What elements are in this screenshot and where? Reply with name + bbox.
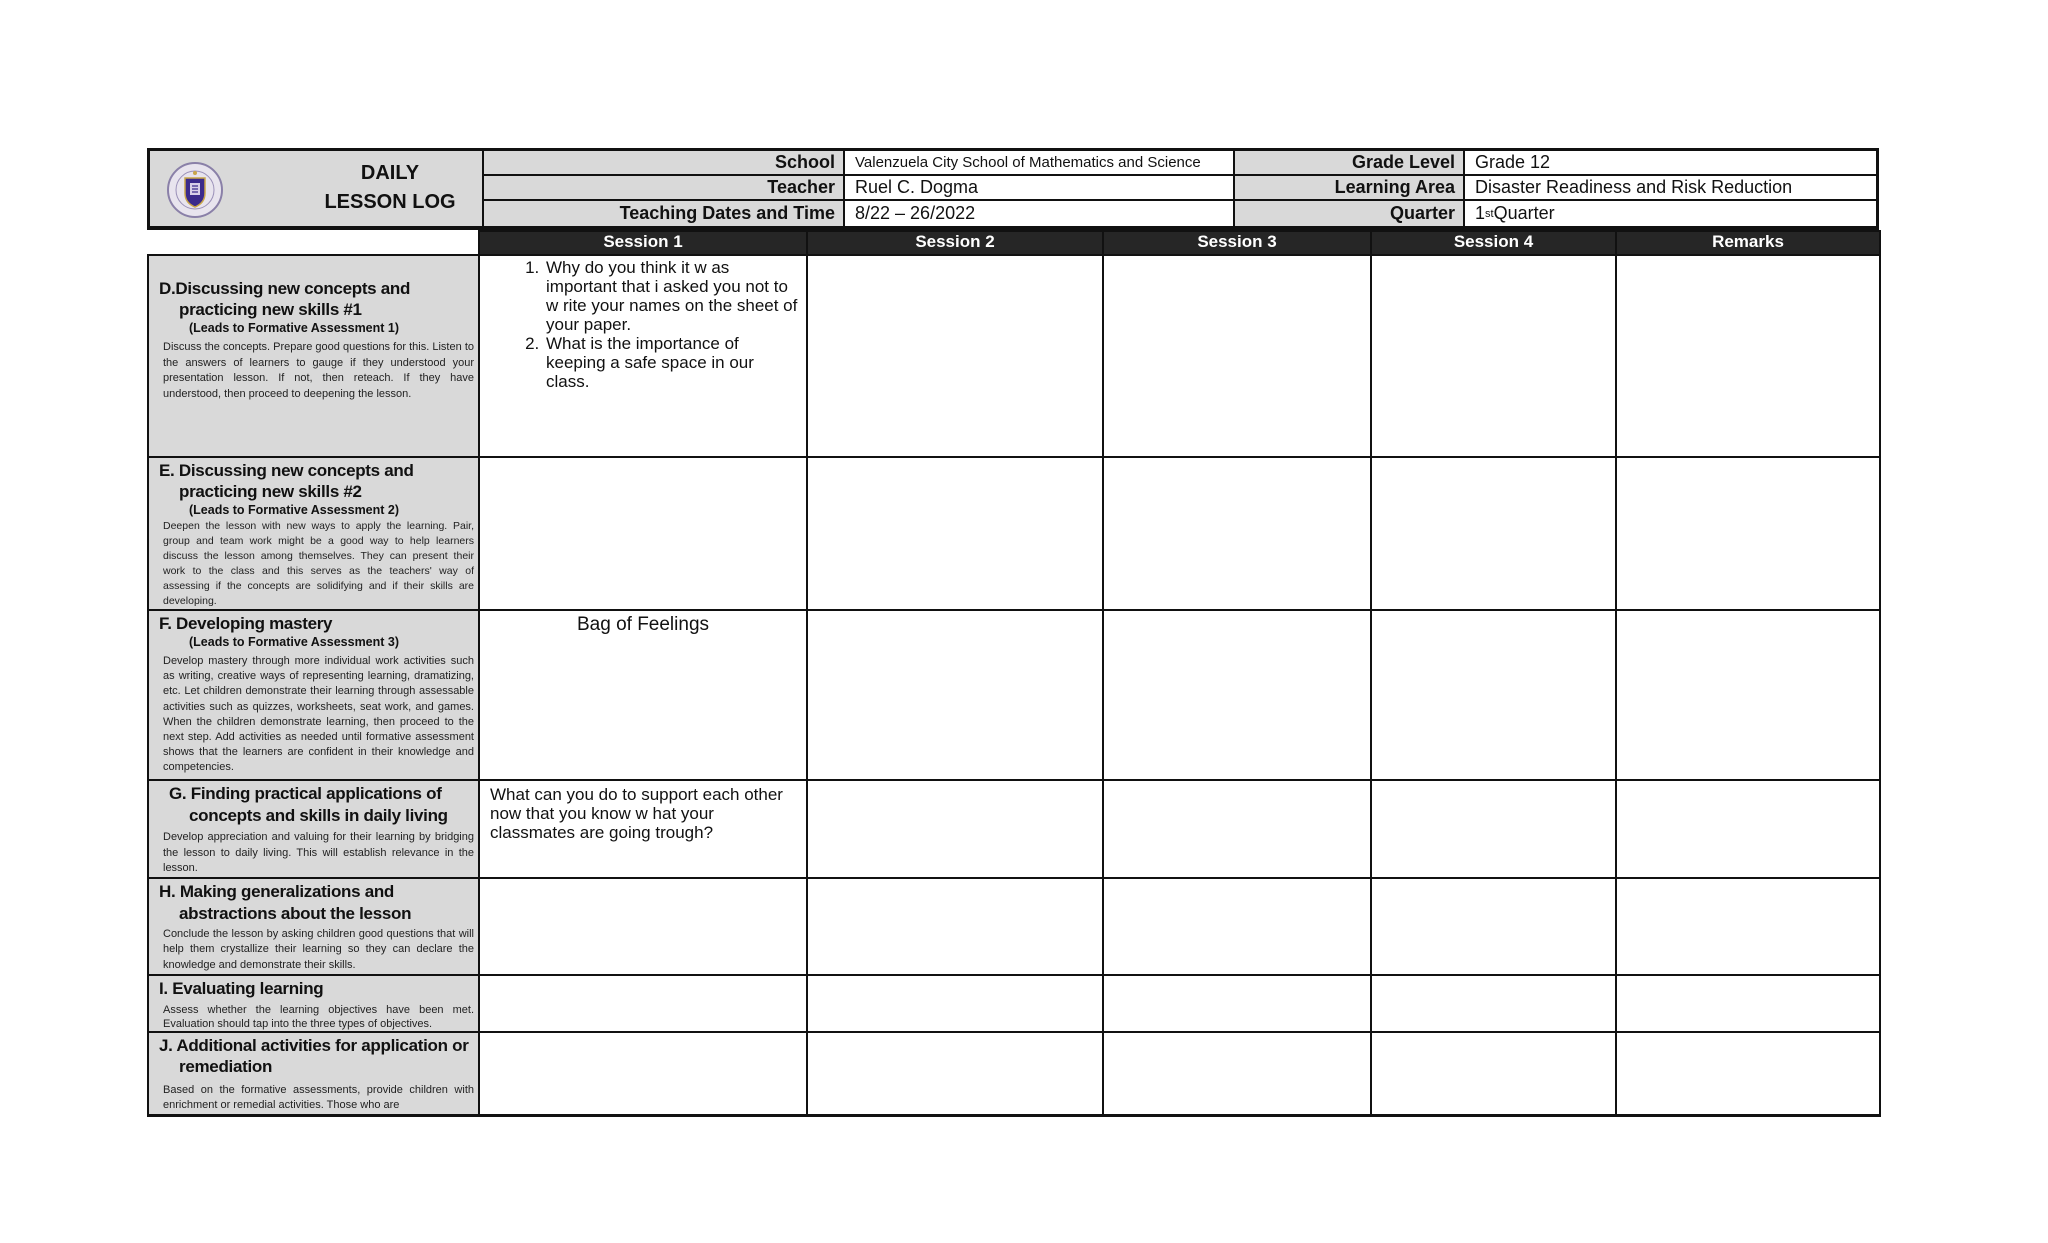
teaching-dates-value: 8/22 – 26/2022: [845, 201, 1235, 226]
row-e-title: E. Discussing new concepts and practicing new skills #2: [159, 461, 414, 501]
question-item: 1. Why do you think it w as important that i asked you not to w rite your names on the sheet of your paper.: [544, 258, 800, 334]
row-f: [148, 610, 1880, 780]
col-session-2: Session 2: [807, 231, 1103, 255]
grade-level-label: Grade Level: [1235, 151, 1465, 176]
row-f-session-3[interactable]: [1103, 610, 1371, 780]
row-e: [148, 457, 1880, 610]
lesson-table: [147, 230, 1881, 1117]
row-j-description: Based on the formative assessments, provide children with enrichment or remedial activities. Those who are: [163, 1083, 474, 1112]
school-value: Valenzuela City School of Mathematics and Science: [845, 151, 1235, 176]
daily-lesson-log: [147, 148, 1879, 1117]
row-g-remarks[interactable]: [1616, 780, 1880, 878]
row-f-description: Develop mastery through more individual work activities such as writing, creative ways of representing learning, dramatizing, etc. Let children demonstrate their learning through assessable activities such as quizzes, worksheets, seat work, and games. When the children demonstrate learning, then proceed to the next step. Add activities as needed until formative assessment shows that the learners are confident in their knowledge and competencies.: [163, 655, 474, 774]
row-e-subtitle: (Leads to Formative Assessment 2): [189, 503, 400, 517]
row-g: [148, 780, 1880, 878]
row-h-label: [148, 878, 479, 975]
row-e-label: [148, 457, 479, 610]
row-g-title: G. Finding practical applications of concepts and skills in daily living: [169, 784, 448, 825]
row-h-session-4[interactable]: [1371, 878, 1616, 975]
row-j-remarks[interactable]: [1616, 1032, 1880, 1116]
row-f-subtitle: (Leads to Formative Assessment 3): [189, 635, 400, 649]
row-g-session-4[interactable]: [1371, 780, 1616, 878]
row-j-session-4[interactable]: [1371, 1032, 1616, 1116]
deped-seal-icon: [166, 161, 224, 219]
teaching-dates-label: Teaching Dates and Time: [484, 201, 845, 226]
row-i: [148, 975, 1880, 1032]
row-i-label: [148, 975, 479, 1032]
row-d-remarks[interactable]: [1616, 255, 1880, 457]
row-e-description: Deepen the lesson with new ways to apply the learning. Pair, group and team work might be a good way to help learners discuss the lesson among themselves. They can present their work to the class and this serves as the teachers' way of assessing if the concepts are solidifying and if their skills are developing.: [163, 520, 474, 607]
row-f-session-2[interactable]: [807, 610, 1103, 780]
row-e-session-4[interactable]: [1371, 457, 1616, 610]
row-h-remarks[interactable]: [1616, 878, 1880, 975]
row-d-session-4[interactable]: [1371, 255, 1616, 457]
row-j: [148, 1032, 1880, 1116]
row-h-session-2[interactable]: [807, 878, 1103, 975]
row-d-label: [148, 255, 479, 457]
school-label: School: [484, 151, 845, 176]
row-j-label: [148, 1032, 479, 1116]
header-info-grid: [484, 151, 1876, 226]
row-f-session-1[interactable]: Bag of Feelings: [479, 610, 807, 780]
row-f-remarks[interactable]: [1616, 610, 1880, 780]
row-i-session-1[interactable]: [479, 975, 807, 1032]
row-j-session-3[interactable]: [1103, 1032, 1371, 1116]
row-g-label: [148, 780, 479, 878]
col-remarks: Remarks: [1616, 231, 1880, 255]
row-d: [148, 255, 1880, 457]
row-g-description: Develop appreciation and valuing for their learning by bridging the lesson to daily living. This will establish relevance in the lesson.: [163, 831, 474, 875]
col-session-1: Session 1: [479, 231, 807, 255]
row-e-remarks[interactable]: [1616, 457, 1880, 610]
row-h-session-3[interactable]: [1103, 878, 1371, 975]
row-i-session-2[interactable]: [807, 975, 1103, 1032]
row-g-session-2[interactable]: [807, 780, 1103, 878]
row-d-title: D.Discussing new concepts and practicing new skills #1: [159, 279, 411, 319]
row-d-session-1[interactable]: [479, 255, 807, 457]
row-i-remarks[interactable]: [1616, 975, 1880, 1032]
row-d-subtitle: (Leads to Formative Assessment 1): [189, 321, 400, 335]
question-item: 2. What is the importance of keeping a safe space in our class.: [544, 334, 800, 391]
row-f-session-4[interactable]: [1371, 610, 1616, 780]
teacher-label: Teacher: [484, 176, 845, 201]
question-list: [486, 258, 800, 391]
row-j-session-1[interactable]: [479, 1032, 807, 1116]
row-i-title: I. Evaluating learning: [159, 978, 324, 998]
row-f-label: [148, 610, 479, 780]
teacher-value: Ruel C. Dogma: [845, 176, 1235, 201]
logo-cell: [150, 151, 484, 226]
row-d-description: Discuss the concepts. Prepare good questions for this. Listen to the answers of learners to gauge if they understood your presentation lesson. If not, then reteach. If they have understood, then proceed to deepening the lesson.: [163, 341, 474, 400]
grade-level-value: Grade 12: [1465, 151, 1876, 176]
document-title: DAILY LESSON LOG: [324, 162, 456, 213]
row-d-session-2[interactable]: [807, 255, 1103, 457]
row-d-session-3[interactable]: [1103, 255, 1371, 457]
row-f-title: F. Developing mastery: [159, 614, 333, 633]
row-j-session-2[interactable]: [807, 1032, 1103, 1116]
row-j-title: J. Additional activities for application or remediation: [159, 1035, 469, 1076]
col-session-4: Session 4: [1371, 231, 1616, 255]
row-e-session-1[interactable]: [479, 457, 807, 610]
row-i-description: Assess whether the learning objectives have been met. Evaluation should tap into the three types of objectives.: [163, 1003, 474, 1030]
row-e-session-3[interactable]: [1103, 457, 1371, 610]
row-e-session-2[interactable]: [807, 457, 1103, 610]
quarter-label: Quarter: [1235, 201, 1465, 226]
row-i-session-4[interactable]: [1371, 975, 1616, 1032]
col-session-3: Session 3: [1103, 231, 1371, 255]
row-g-session-1[interactable]: What can you do to support each other now that you know w hat your classmates are going trough?: [479, 780, 807, 878]
row-h-description: Conclude the lesson by asking children good questions that will help them crystallize their learning so they can declare the knowledge and demonstrate their skills.: [163, 927, 474, 971]
row-h-session-1[interactable]: [479, 878, 807, 975]
learning-area-value: Disaster Readiness and Risk Reduction: [1465, 176, 1876, 201]
header-blank: [148, 231, 479, 255]
row-h: [148, 878, 1880, 975]
row-h-title: H. Making generalizations and abstractions about the lesson: [159, 881, 412, 923]
row-i-session-3[interactable]: [1103, 975, 1371, 1032]
learning-area-label: Learning Area: [1235, 176, 1465, 201]
lesson-log-header: [147, 148, 1879, 230]
quarter-value: 1 st Quarter: [1465, 201, 1876, 226]
session-header-row: [148, 231, 1880, 255]
row-g-session-3[interactable]: [1103, 780, 1371, 878]
